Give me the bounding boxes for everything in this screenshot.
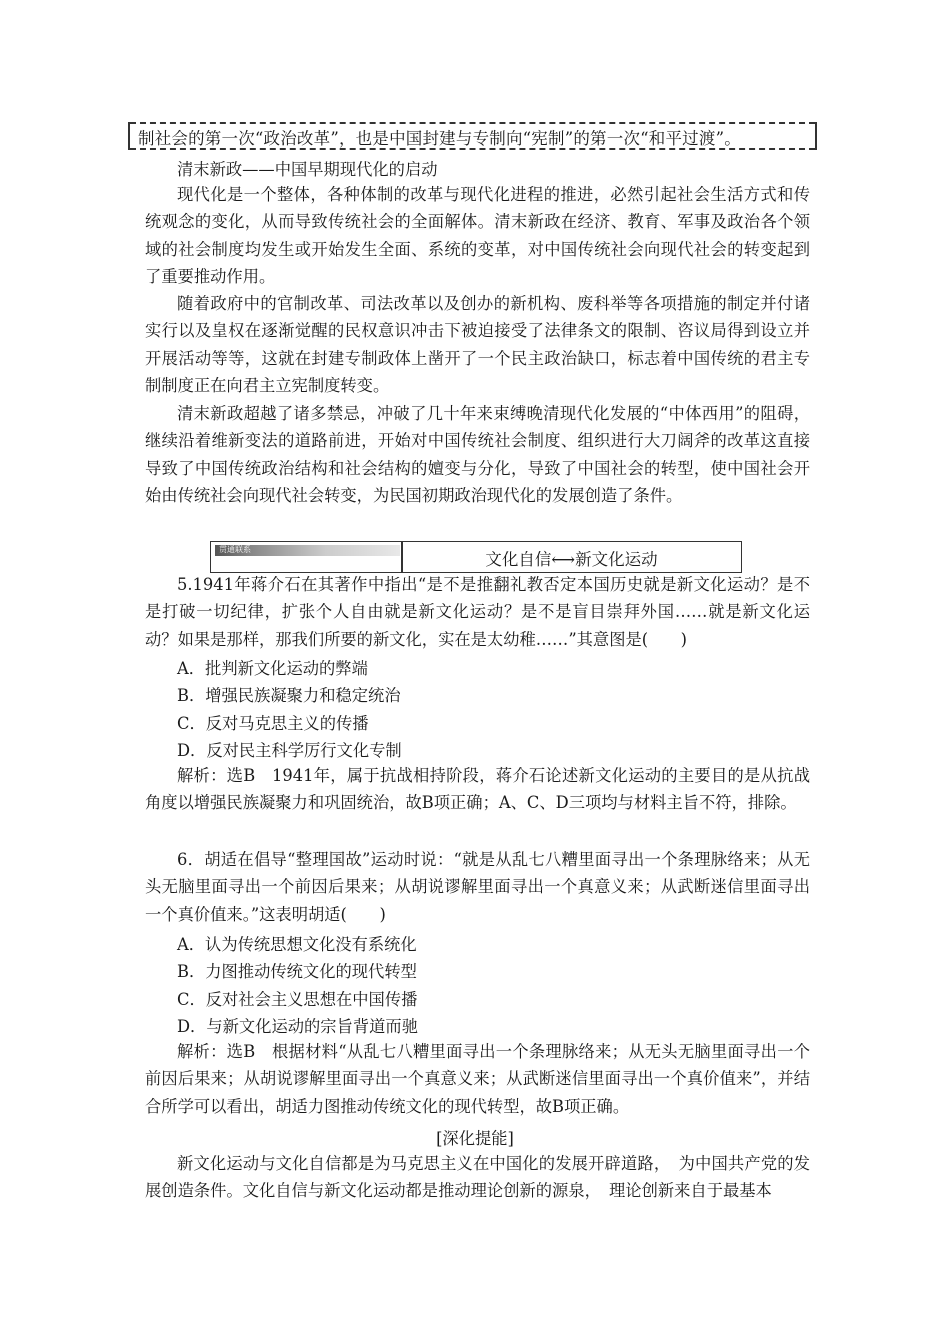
q5-option-d: D．反对民主科学厉行文化专制 <box>177 741 402 760</box>
q5-analysis: 解析：选B 1941年，属于抗战相持阶段，蒋介石论述新文化运动的主要目的是从抗战角度以增强民族凝聚力和巩固统治，故B项正确；A、C、D三项均与材料主旨不符，排除。 <box>145 766 810 813</box>
deepen-paragraph: 新文化运动与文化自信都是为马克思主义在中国化的发展开辟道路， 为中国共产党的发展创造条件。文化自信与新文化运动都是推动理论创新的源泉， 理论创新来自于最基本 <box>145 1154 810 1201</box>
paragraph-3: 清末新政超越了诸多禁忌，冲破了几十年来束缚晚清现代化发展的“中体西用”的阻碍，继续沿着维新变法的道路前进，开始对中国传统社会制度、组织进行大刀阔斧的改革这直接导致了中国传统政治结构和社会结构的嬗变与分化，导致了中国社会的转型，使中国社会开始由传统社会向现代社会转变，为民国初期政治现代化的发展创造了条件。 <box>145 404 810 506</box>
link-box <box>210 541 742 573</box>
highlight-text: 制社会的第一次“政治改革”，也是中国封建与专制向“宪制”的第一次“和平过渡”。 <box>138 129 741 148</box>
bracket-right <box>809 122 817 150</box>
question-6-stem: 6．胡适在倡导“整理国故”运动时说：“就是从乱七八糟里面寻出一个条理脉络来；从无头无脑里面寻出一个前因后果来；从胡说谬解里面寻出一个真意义来；从武断迷信里面寻出一个真价值来。”这表明胡适( ) <box>145 850 810 924</box>
deepen-heading: [深化提能] <box>436 1129 514 1148</box>
link-title: 文化自信⟷新文化运动 <box>485 550 658 569</box>
q6-option-d: D．与新文化运动的宗旨背道而驰 <box>177 1017 418 1036</box>
q5-option-c: C．反对马克思主义的传播 <box>177 714 369 733</box>
highlight-box <box>130 122 815 150</box>
q6-option-b: B．力图推动传统文化的现代转型 <box>177 962 417 981</box>
section-heading: 清末新政——中国早期现代化的启动 <box>177 160 438 179</box>
q5-option-b: B．增强民族凝聚力和稳定统治 <box>177 686 401 705</box>
link-tag: 贯通联系 <box>215 545 400 556</box>
paragraph-1: 现代化是一个整体，各种体制的改革与现代化进程的推进，必然引起社会生活方式和传统观念的变化，从而导致传统社会的全面解体。清末新政在经济、教育、军事及政治各个领域的社会制度均发生或开始发生全面、系统的变革，对中国传统社会向现代社会的转变起到了重要推动作用。 <box>145 185 810 287</box>
q6-option-c: C．反对社会主义思想在中国传播 <box>177 990 418 1009</box>
q6-option-a: A．认为传统思想文化没有系统化 <box>177 935 417 954</box>
question-5-stem: 5.1941年蒋介石在其著作中指出“是不是推翻礼教否定本国历史就是新文化运动？是不是打破一切纪律，扩张个人自由就是新文化运动？是不是盲目崇拜外国……就是新文化运动？如果是那样，那我们所要的新文化，实在是太幼稚……”其意图是( ) <box>145 575 810 649</box>
bracket-left <box>128 122 136 150</box>
q6-analysis: 解析：选B 根据材料“从乱七八糟里面寻出一个条理脉络来；从无头无脑里面寻出一个前因后果来；从胡说谬解里面寻出一个真意义来；从武断迷信里面寻出一个真价值来”，并结合所学可以看出，胡适力图推动传统文化的现代转型，故B项正确。 <box>145 1042 810 1116</box>
paragraph-2: 随着政府中的官制改革、司法改革以及创办的新机构、废科举等各项措施的制定并付诸实行以及皇权在逐渐觉醒的民权意识冲击下被迫接受了法律条文的限制、咨议局得到设立并开展活动等等，这就在封建专制政体上凿开了一个民主政治缺口，标志着中国传统的君主专制制度正在向君主立宪制度转变。 <box>145 294 810 396</box>
q5-option-a: A．批判新文化运动的弊端 <box>177 659 368 678</box>
